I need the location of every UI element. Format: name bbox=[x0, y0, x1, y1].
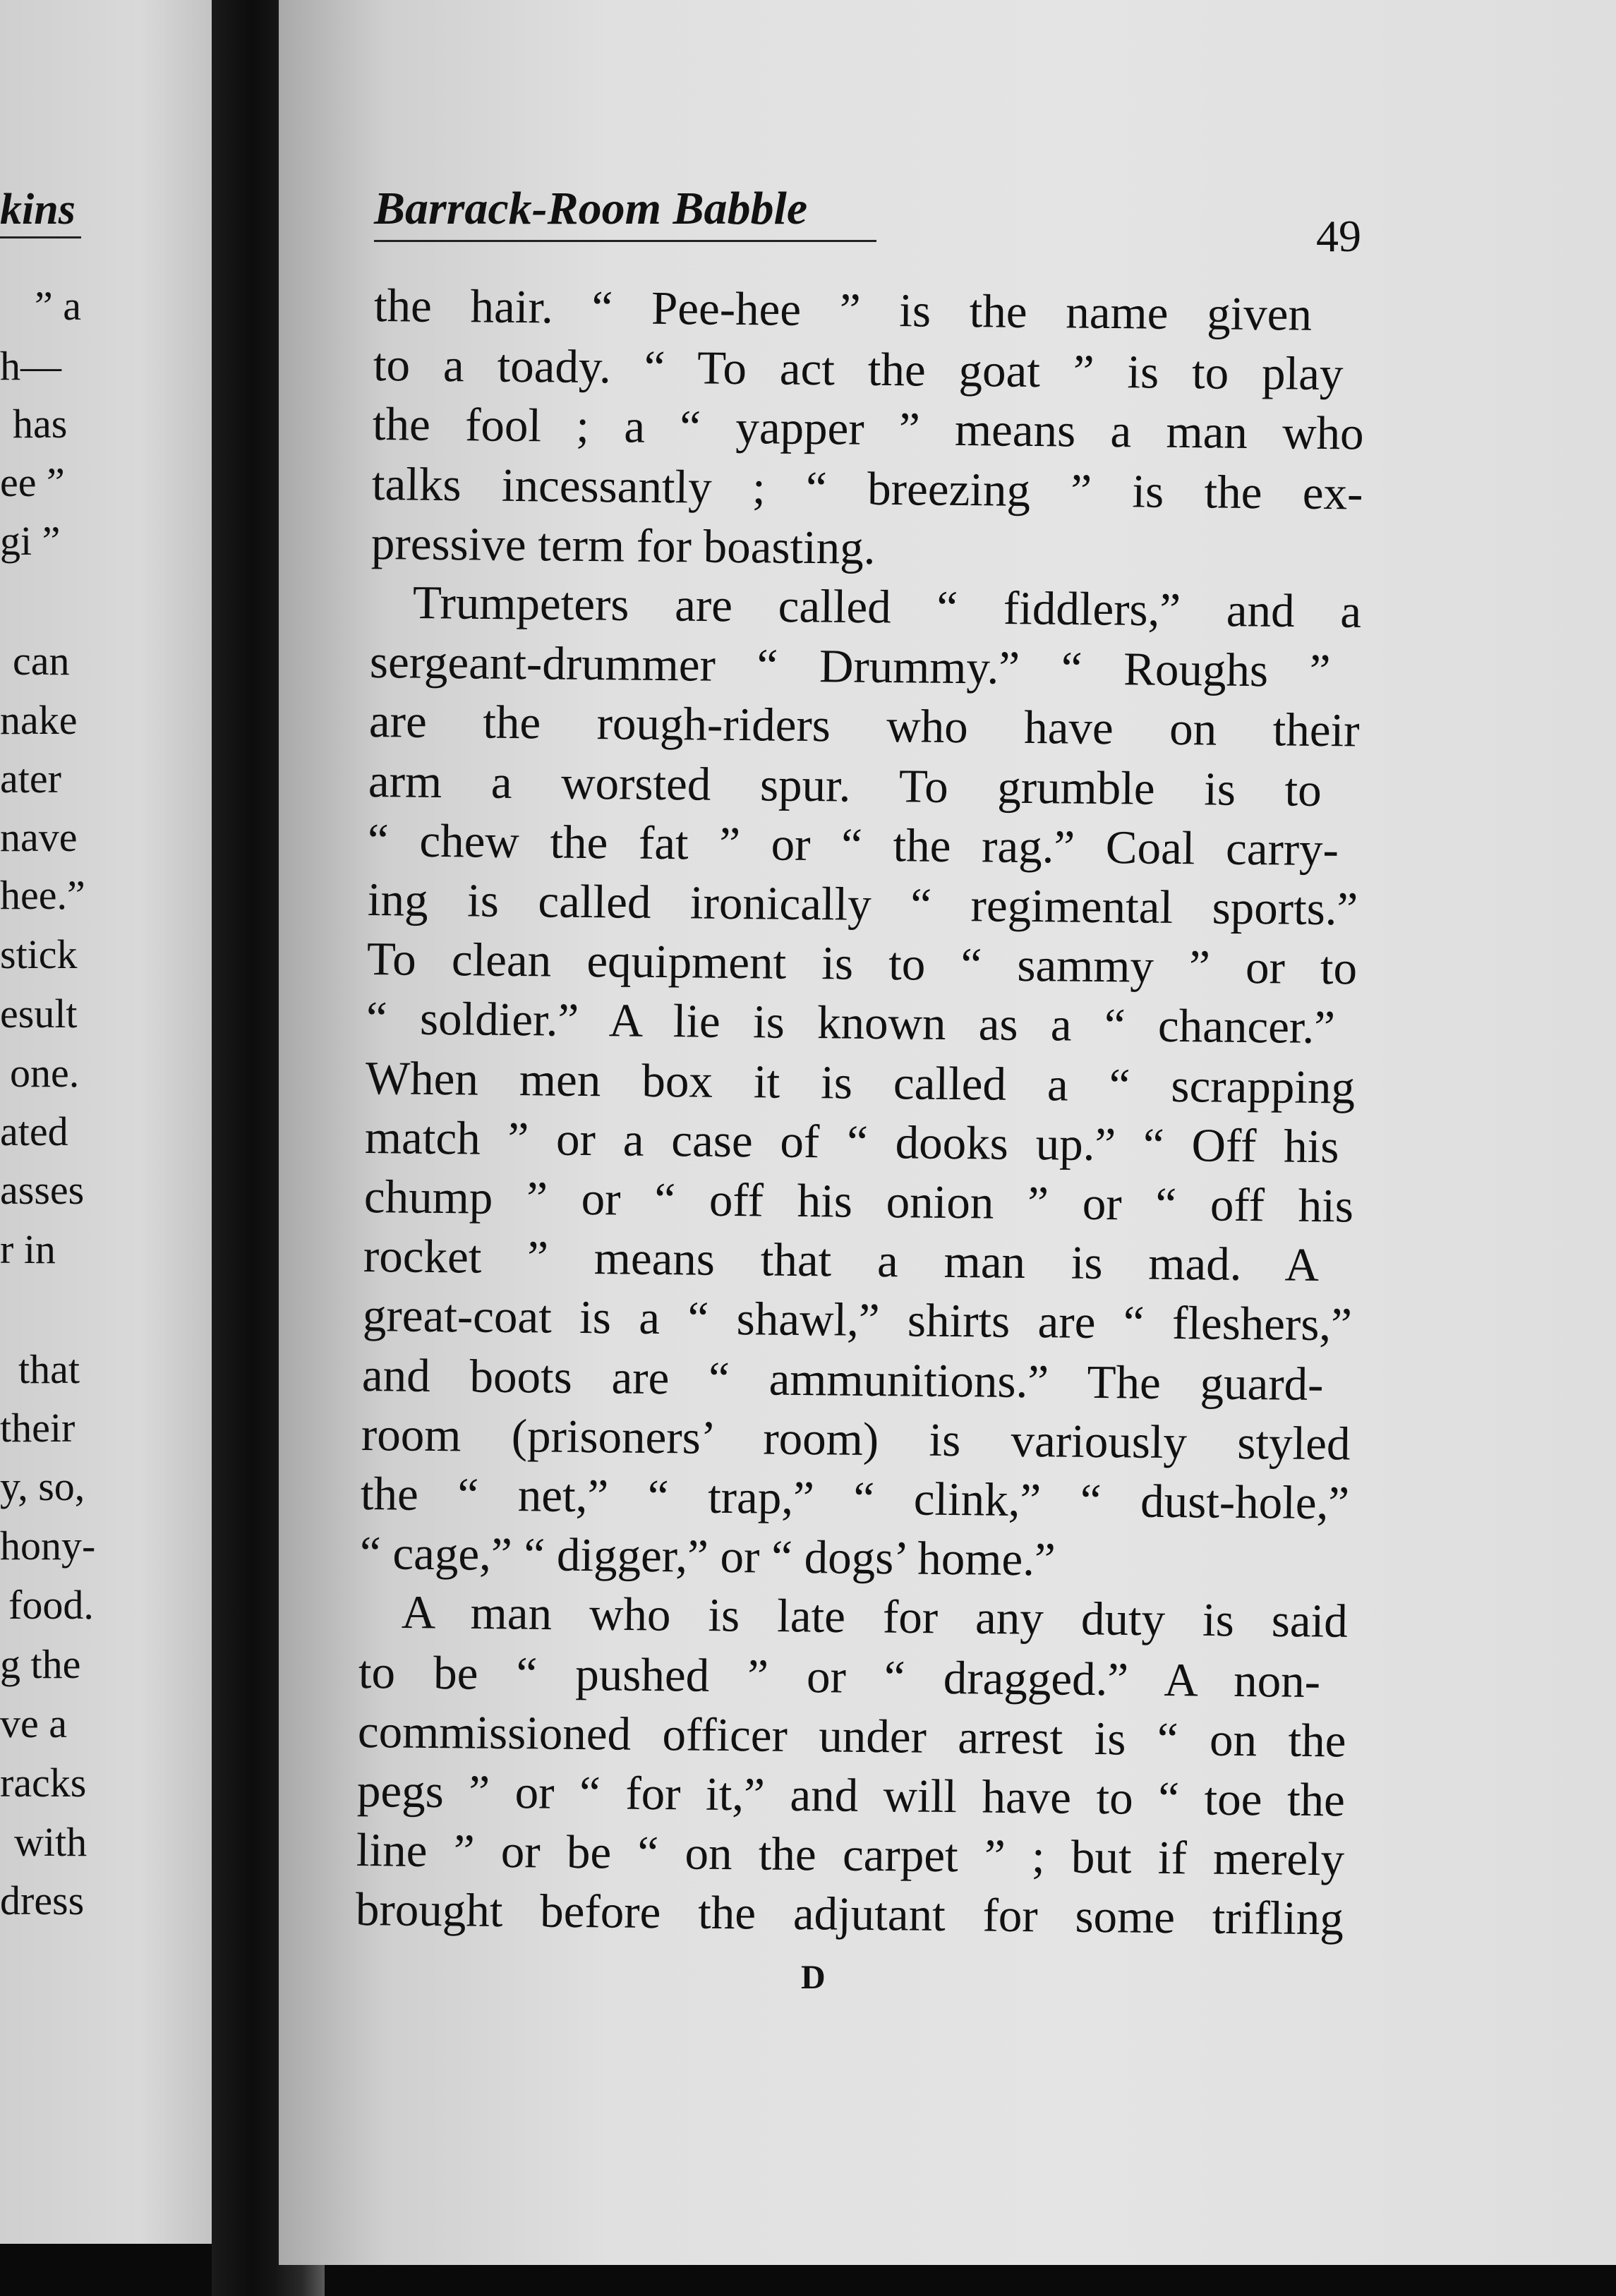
text-line: “ cage,” “ digger,” or “ dogs’ home.” bbox=[359, 1527, 1056, 1586]
left-line: racks bbox=[0, 1760, 87, 1806]
text-line: To clean equipment is to “ sammy ” or to bbox=[366, 933, 1358, 995]
text-line: A man who is late for any duty is said bbox=[401, 1586, 1349, 1648]
left-line: ” a bbox=[35, 283, 81, 329]
text-line: talks incessantly ; “ breezing ” is the ex- bbox=[371, 457, 1363, 520]
text-line: sergeant-drummer “ Drummy.” “ Roughs ” bbox=[369, 636, 1332, 698]
left-line: hee.” bbox=[0, 872, 85, 918]
text-line: the hair. “ Pee-hee ” is the name given bbox=[373, 279, 1313, 341]
left-line: stick bbox=[0, 931, 78, 977]
left-line: y, so, bbox=[0, 1463, 85, 1509]
left-line: asses bbox=[0, 1167, 85, 1213]
left-line: has bbox=[13, 401, 68, 447]
text-line: the “ net,” “ trap,” “ clink,” “ dust-hole,” bbox=[360, 1468, 1350, 1530]
left-running-head: kins bbox=[0, 186, 76, 234]
text-line: ing is called ironically “ regimental sports.” bbox=[367, 874, 1358, 936]
text-line: room (prisoners’ room) is variously styled bbox=[361, 1408, 1351, 1470]
left-line: hony- bbox=[0, 1523, 96, 1569]
text-line: arm a worsted spur. To grumble is to bbox=[368, 754, 1322, 816]
left-line: gi ” bbox=[0, 518, 61, 564]
text-line: commissioned officer under arrest is “ on the bbox=[357, 1705, 1346, 1768]
left-line: g the bbox=[0, 1641, 81, 1687]
text-line: line ” or be “ on the carpet ” ; but if merely bbox=[356, 1824, 1345, 1886]
text-line: chump ” or “ off his onion ” or “ off his bbox=[363, 1171, 1354, 1233]
left-line: food. bbox=[8, 1582, 94, 1628]
text-line: pressive term for boasting. bbox=[370, 516, 876, 574]
left-line: ee ” bbox=[0, 459, 65, 505]
left-line: their bbox=[0, 1405, 76, 1451]
text-line: to a toady. “ To act the goat ” is to play bbox=[373, 339, 1344, 401]
left-line: esult bbox=[0, 991, 78, 1037]
left-line: h— bbox=[0, 343, 61, 389]
left-line: can bbox=[13, 638, 70, 684]
text-line: and boots are “ ammunitions.” The guard- bbox=[361, 1348, 1324, 1410]
running-head: Barrack-Room Babble bbox=[374, 183, 808, 234]
left-line: ater bbox=[0, 756, 61, 802]
left-line: ated bbox=[0, 1108, 68, 1154]
signature-mark: D bbox=[801, 1959, 826, 1996]
text-line: When men box it is called a “ scrapping bbox=[365, 1051, 1355, 1114]
text-line: to be “ pushed ” or “ dragged.” A non- bbox=[358, 1645, 1321, 1708]
left-line: r in bbox=[0, 1226, 56, 1272]
text-line: great-coat is a “ shawl,” shirts are “ fleshers,” bbox=[362, 1289, 1353, 1351]
text-line: the fool ; a “ yapper ” means a man who bbox=[372, 398, 1365, 460]
left-line: with bbox=[14, 1819, 88, 1865]
left-line: dress bbox=[0, 1878, 85, 1923]
text-line: match ” or a case of “ dooks up.” “ Off his bbox=[364, 1111, 1339, 1173]
page-number: 49 bbox=[1316, 211, 1361, 261]
text-line: Trumpeters are called “ fiddlers,” and a bbox=[412, 576, 1362, 638]
text-line: “ chew the fat ” or “ the rag.” Coal carry- bbox=[368, 814, 1339, 876]
left-line: one. bbox=[10, 1050, 80, 1096]
text-line: pegs ” or “ for it,” and will have to “ toe the bbox=[356, 1765, 1346, 1827]
left-line: ve a bbox=[0, 1700, 67, 1746]
left-line: nave bbox=[0, 814, 78, 860]
text-line: “ soldier.” A lie is known as a “ chancer.” bbox=[366, 992, 1335, 1054]
left-line: that bbox=[18, 1346, 80, 1392]
text-line: are the rough-riders who have on their bbox=[368, 695, 1361, 757]
text-line: brought before the adjutant for some trifling bbox=[355, 1883, 1344, 1945]
text-line: rocket ” means that a man is mad. A bbox=[363, 1230, 1320, 1292]
left-line: nake bbox=[0, 697, 78, 743]
